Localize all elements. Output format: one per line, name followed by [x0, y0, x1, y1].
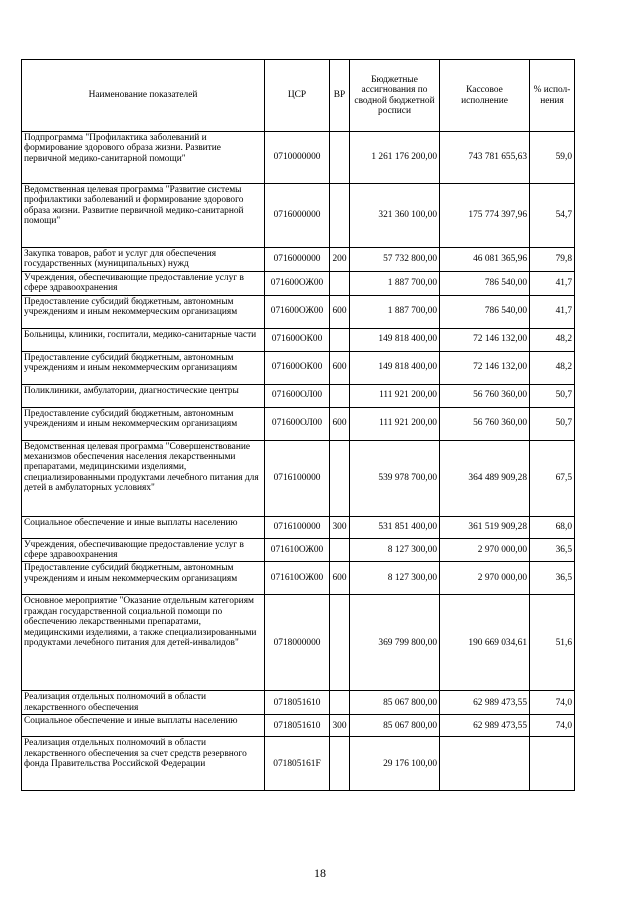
row-csr-code: 071610ОЖ00 — [265, 562, 330, 595]
row-cash-amount: 364 489 909,28 — [440, 440, 530, 516]
row-budget-amount: 85 067 800,00 — [350, 691, 440, 715]
table-row — [22, 271, 575, 295]
row-indicator-name: Больницы, клиники, госпитали, медико-санитарные части — [22, 328, 265, 351]
row-cash-amount: 72 146 132,00 — [440, 351, 530, 384]
row-execution-percent: 36,5 — [530, 538, 575, 562]
row-cash-amount: 361 519 909,28 — [440, 516, 530, 538]
row-indicator-name: Основное мероприятие "Оказание отдельным категориям граждан государственной социальной помощи по обеспечению лекарственными препаратами, медицинскими изделиями, а также специализированными продуктами лечебного питания для детей-инвалидов" — [22, 595, 265, 691]
row-csr-code: 071600ОК00 — [265, 328, 330, 351]
header-indicator-name: Наименование показателей — [22, 60, 265, 132]
table-row — [22, 328, 575, 351]
row-vr-code — [330, 328, 350, 351]
row-cash-amount: 46 081 365,96 — [440, 248, 530, 272]
row-csr-code: 071610ОЖ00 — [265, 538, 330, 562]
row-csr-code: 071805161F — [265, 737, 330, 791]
row-csr-code: 0718051610 — [265, 715, 330, 737]
row-budget-amount: 8 127 300,00 — [350, 538, 440, 562]
header-csr: ЦСР — [265, 60, 330, 132]
row-execution-percent: 48,2 — [530, 351, 575, 384]
row-cash-amount: 190 669 034,61 — [440, 595, 530, 691]
table-row — [22, 737, 575, 791]
row-execution-percent: 68,0 — [530, 516, 575, 538]
row-execution-percent: 74,0 — [530, 715, 575, 737]
row-vr-code — [330, 595, 350, 691]
row-indicator-name: Поликлиники, амбулатории, диагностические центры — [22, 384, 265, 407]
row-vr-code — [330, 737, 350, 791]
row-cash-amount: 72 146 132,00 — [440, 328, 530, 351]
row-csr-code: 0716000000 — [265, 184, 330, 248]
table-row — [22, 407, 575, 440]
row-csr-code: 0718000000 — [265, 595, 330, 691]
table-body — [22, 132, 575, 791]
row-execution-percent: 74,0 — [530, 691, 575, 715]
header-row — [22, 60, 575, 132]
row-execution-percent: 41,7 — [530, 271, 575, 295]
table-row — [22, 691, 575, 715]
row-indicator-name: Реализация отдельных полномочий в области лекарственного обеспечения — [22, 691, 265, 715]
row-indicator-name: Предоставление субсидий бюджетным, автономным учреждениям и иным некоммерческим организациям — [22, 295, 265, 328]
row-indicator-name: Закупка товаров, работ и услуг для обеспечения государственных (муниципальных) нужд — [22, 248, 265, 272]
row-execution-percent: 59,0 — [530, 132, 575, 184]
row-cash-amount: 175 774 397,96 — [440, 184, 530, 248]
row-vr-code: 300 — [330, 715, 350, 737]
table-row — [22, 538, 575, 562]
table-row — [22, 351, 575, 384]
header-cash-execution: Кассовое исполнение — [440, 60, 530, 132]
row-execution-percent: 36,5 — [530, 562, 575, 595]
row-budget-amount: 321 360 100,00 — [350, 184, 440, 248]
row-cash-amount — [440, 737, 530, 791]
row-vr-code: 600 — [330, 351, 350, 384]
table-row — [22, 132, 575, 184]
row-cash-amount: 62 989 473,55 — [440, 715, 530, 737]
row-execution-percent: 41,7 — [530, 295, 575, 328]
table-row — [22, 562, 575, 595]
row-indicator-name: Учреждения, обеспечивающие предоставление услуг в сфере здравоохранения — [22, 538, 265, 562]
row-csr-code: 071600ОЛ00 — [265, 384, 330, 407]
row-csr-code: 0716100000 — [265, 440, 330, 516]
row-indicator-name: Социальное обеспечение и иные выплаты населению — [22, 516, 265, 538]
row-budget-amount: 531 851 400,00 — [350, 516, 440, 538]
row-indicator-name: Ведомственная целевая программа "Развитие системы профилактики заболеваний и формирование здорового образа жизни. Развитие первичной медико-санитарной помощи" — [22, 184, 265, 248]
row-execution-percent: 50,7 — [530, 384, 575, 407]
budget-execution-table — [21, 59, 575, 791]
row-execution-percent — [530, 737, 575, 791]
row-indicator-name: Предоставление субсидий бюджетным, автономным учреждениям и иным некоммерческим организациям — [22, 351, 265, 384]
row-vr-code — [330, 691, 350, 715]
row-vr-code — [330, 132, 350, 184]
table-row — [22, 516, 575, 538]
row-cash-amount: 62 989 473,55 — [440, 691, 530, 715]
row-csr-code: 0716100000 — [265, 516, 330, 538]
row-vr-code — [330, 440, 350, 516]
row-budget-amount: 1 261 176 200,00 — [350, 132, 440, 184]
row-indicator-name: Предоставление субсидий бюджетным, автономным учреждениям и иным некоммерческим организациям — [22, 562, 265, 595]
row-csr-code: 071600ОЛ00 — [265, 407, 330, 440]
row-vr-code — [330, 271, 350, 295]
row-budget-amount: 1 887 700,00 — [350, 271, 440, 295]
row-cash-amount: 2 970 000,00 — [440, 562, 530, 595]
row-indicator-name: Социальное обеспечение и иные выплаты населению — [22, 715, 265, 737]
row-budget-amount: 8 127 300,00 — [350, 562, 440, 595]
row-budget-amount: 57 732 800,00 — [350, 248, 440, 272]
row-csr-code: 0718051610 — [265, 691, 330, 715]
row-cash-amount: 786 540,00 — [440, 271, 530, 295]
table-row — [22, 715, 575, 737]
row-budget-amount: 111 921 200,00 — [350, 407, 440, 440]
row-csr-code: 071600ОК00 — [265, 351, 330, 384]
row-cash-amount: 56 760 360,00 — [440, 384, 530, 407]
row-vr-code: 600 — [330, 295, 350, 328]
header-budget-allocations: Бюджетные ассигнования по сводной бюджетной росписи — [350, 60, 440, 132]
table-row — [22, 248, 575, 272]
row-execution-percent: 67,5 — [530, 440, 575, 516]
header-vr: ВР — [330, 60, 350, 132]
row-vr-code: 600 — [330, 562, 350, 595]
header-execution-percent: % испол- нения — [530, 60, 575, 132]
row-vr-code: 300 — [330, 516, 350, 538]
row-csr-code: 071600ОЖ00 — [265, 295, 330, 328]
row-budget-amount: 85 067 800,00 — [350, 715, 440, 737]
row-cash-amount: 786 540,00 — [440, 295, 530, 328]
row-indicator-name: Учреждения, обеспечивающие предоставление услуг в сфере здравоохранения — [22, 271, 265, 295]
row-execution-percent: 50,7 — [530, 407, 575, 440]
row-vr-code — [330, 384, 350, 407]
table-row — [22, 595, 575, 691]
row-indicator-name: Подпрограмма "Профилактика заболеваний и формирование здорового образа жизни. Развитие первичной медико-санитарной помощи" — [22, 132, 265, 184]
row-execution-percent: 79,8 — [530, 248, 575, 272]
row-budget-amount: 1 887 700,00 — [350, 295, 440, 328]
row-cash-amount: 2 970 000,00 — [440, 538, 530, 562]
row-budget-amount: 149 818 400,00 — [350, 328, 440, 351]
page-number: 18 — [314, 866, 326, 880]
row-csr-code: 0710000000 — [265, 132, 330, 184]
table-row — [22, 440, 575, 516]
row-csr-code: 0716000000 — [265, 248, 330, 272]
row-budget-amount: 539 978 700,00 — [350, 440, 440, 516]
row-budget-amount: 149 818 400,00 — [350, 351, 440, 384]
row-vr-code — [330, 538, 350, 562]
row-indicator-name: Предоставление субсидий бюджетным, автономным учреждениям и иным некоммерческим организациям — [22, 407, 265, 440]
table-row — [22, 384, 575, 407]
table-row — [22, 295, 575, 328]
table-row — [22, 184, 575, 248]
row-budget-amount: 111 921 200,00 — [350, 384, 440, 407]
row-cash-amount: 743 781 655,63 — [440, 132, 530, 184]
row-budget-amount: 369 799 800,00 — [350, 595, 440, 691]
row-vr-code: 600 — [330, 407, 350, 440]
row-vr-code — [330, 184, 350, 248]
row-indicator-name: Ведомственная целевая программа "Совершенствование механизмов обеспечения населения лекарственными препаратами, медицинскими изделиями, специализированными продуктами лечебного питания для детей в амбулаторных условиях" — [22, 440, 265, 516]
row-cash-amount: 56 760 360,00 — [440, 407, 530, 440]
row-execution-percent: 51,6 — [530, 595, 575, 691]
row-budget-amount: 29 176 100,00 — [350, 737, 440, 791]
row-execution-percent: 48,2 — [530, 328, 575, 351]
row-execution-percent: 54,7 — [530, 184, 575, 248]
row-csr-code: 071600ОЖ00 — [265, 271, 330, 295]
row-indicator-name: Реализация отдельных полномочий в области лекарственного обеспечения за счет средств резервного фонда Правительства Российской Федерации — [22, 737, 265, 791]
row-vr-code: 200 — [330, 248, 350, 272]
